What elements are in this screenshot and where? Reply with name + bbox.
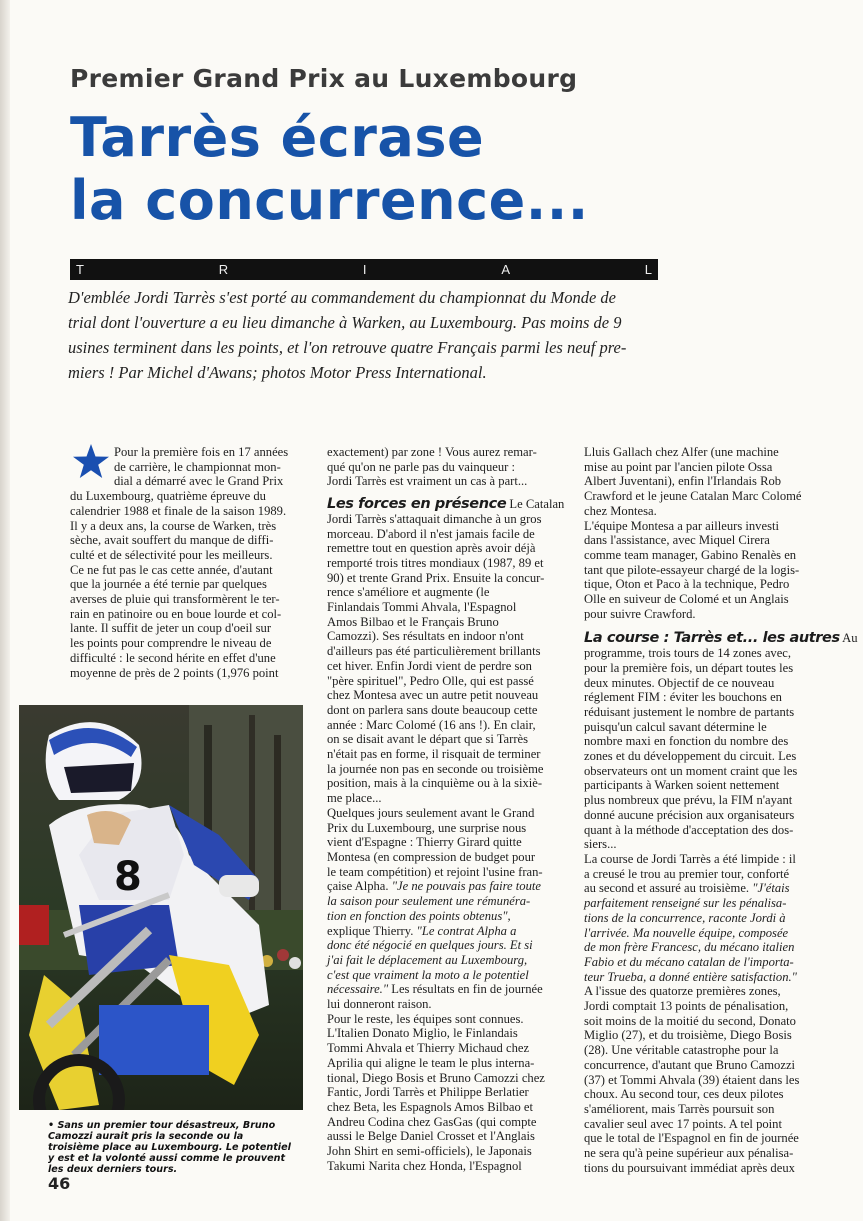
quote-fragment: de mon frère Francesc, du mécano italien — [584, 940, 795, 955]
text-line: L'Italien Donato Miglio, le Finlandais — [327, 1026, 518, 1041]
text-line: qué qu'on ne parle pas du vainqueur : — [327, 459, 515, 474]
quote-fragment: Fabio et du mécano catalan de l'importa- — [584, 954, 794, 969]
headline-line-1: Tarrès écrase — [70, 106, 485, 169]
quote-fragment: "Le contrat Alpha a — [416, 923, 517, 938]
text-fragment: Les résultats en fin de journée — [388, 982, 543, 997]
text-line: programme, trois tours de 14 zones avec, — [584, 646, 792, 661]
text-line: dans l'assistance, avec Miquel Cirera — [584, 533, 770, 548]
quote-fragment: teur Trueba, a donné entière satisfaction." — [584, 969, 797, 984]
text-line: pour la première fois, un départ toutes les — [584, 660, 794, 675]
text-line: n'était pas en forme, il risquait de terminer — [327, 747, 541, 762]
text-line: ne sera qu'à peine supérieur aux pénalisa- — [584, 1146, 794, 1161]
text-line: morceau. D'abord il n'est jamais facile de — [327, 526, 535, 541]
rubric-letter: I — [362, 262, 367, 277]
text-line: les points pour comprendre le niveau de — [70, 636, 272, 651]
text-line: puisqu'un calcul savant détermine le — [584, 719, 767, 734]
quote-line — [327, 894, 572, 909]
text-line: Ce ne fut pas le cas cette année, d'autant — [70, 562, 273, 577]
caption-line: • Sans un premier tour désastreux, Bruno — [48, 1120, 276, 1131]
photo-caption — [48, 1120, 308, 1175]
text-line: nombre maxi en fonction du nombre des — [584, 734, 789, 749]
text-line: Lluis Gallach chez Alfer (une machine — [584, 445, 779, 459]
subhead-la-course: La course : Tarrès et... les autres — [584, 630, 840, 647]
text-line: Olle en suiveur de Colomé et un Anglais — [584, 592, 789, 607]
text-line: siers... — [584, 837, 617, 852]
quote-line — [584, 970, 826, 985]
text-line: Prix du Luxembourg, une surprise nous — [327, 820, 527, 835]
quote-fragment: tions de la concurrence, raconte Jordi à — [584, 910, 786, 925]
text-line: cet hiver. Enfin Jordi vient de perdre son — [327, 658, 532, 673]
quote-fragment: tion en fonction des points obtenus", — [327, 908, 511, 923]
text-line: La course de Jordi Tarrès a été limpide : il — [584, 851, 796, 866]
text-line: position, mais à la cinquième ou à la sixiè- — [327, 776, 543, 791]
text-line: du Luxembourg, quatrième épreuve du — [70, 489, 266, 504]
text-line: Camozzi). Ses résultats en indoor n'ont — [327, 629, 524, 644]
lead-line: D'emblée Jordi Tarrès s'est porté au commandement du championnat du Monde de — [68, 288, 616, 307]
caption-line: Camozzi aurait pris la seconde ou la — [48, 1131, 244, 1142]
text-line: a creusé le trou au premier tour, conforté — [584, 866, 790, 881]
rubric-letter: R — [218, 262, 229, 277]
text-line: tions du poursuivant immédiat après deux — [584, 1160, 795, 1175]
quote-line — [584, 911, 826, 926]
text-line: remporté trois titres mondiaux (1987, 89 et — [327, 555, 544, 570]
quote-line — [584, 896, 826, 911]
quote-fragment: "Je ne pouvais pas faire toute — [391, 879, 541, 894]
text-line: tant que pilote-essayeur chargé de la logis- — [584, 562, 800, 577]
text-line: Quelques jours seulement avant le Grand — [327, 805, 535, 820]
text-line: chez Beta, les Espagnols Amos Bilbao et — [327, 1099, 534, 1114]
text-line: lante. Il suffit de jeter un coup d'oeil sur — [70, 621, 272, 636]
text-line: de carrière, le championnat mon- — [114, 459, 281, 474]
text-line — [327, 924, 572, 939]
text-line: on se disait avant le départ que si Tarrès — [327, 732, 529, 747]
text-fragment: au second et assuré au troisième. — [584, 881, 753, 896]
text-line: John Shirt en semi-officiels), le Japonais — [327, 1144, 532, 1159]
text-line: calendrier 1988 et finale de la saison 1989. — [70, 503, 287, 518]
text-line: pour suivre Crawford. — [584, 606, 696, 621]
text-line: plus nombreux que prévu, la FIM n'ayant — [584, 793, 793, 808]
article-column-2 — [327, 445, 572, 1173]
text-line: L'équipe Montesa a par ailleurs investi — [584, 518, 779, 533]
headline — [70, 106, 770, 232]
text-line: d'ailleurs pas été particulièrement brillants — [327, 644, 541, 659]
quote-fragment: la saison pour seulement une rémunéra- — [327, 894, 531, 909]
text-line: concurrence, d'autant que Bruno Camozzi — [584, 1057, 796, 1072]
rider-photo — [19, 705, 303, 1110]
text-line: cavalier seul avec 17 points. A tel point — [584, 1116, 782, 1131]
quote-line — [584, 940, 826, 955]
text-line: Crawford et le jeune Catalan Marc Colomé — [584, 489, 802, 504]
caption-line: les deux derniers tours. — [48, 1164, 178, 1175]
text-line: choux. Au second tour, ces deux pilotes — [584, 1087, 784, 1102]
text-line: mise au point par l'ancien pilote Ossa — [584, 459, 773, 474]
text-line: moyenne de près de 2 points (1,976 point — [70, 665, 279, 680]
quote-fragment: parfaitement renseigné sur les pénalisa- — [584, 896, 787, 911]
page-number: 46 — [48, 1174, 71, 1193]
text-line: Albert Juventani), enfin l'Irlandais Rob — [584, 474, 782, 489]
text-line: quant à la méthode d'acceptation des dos- — [584, 822, 794, 837]
subhead-forces: Les forces en présence — [327, 496, 507, 513]
rubric-letter: T — [76, 262, 84, 277]
article-column-3 — [584, 445, 858, 1175]
text-line: tional, Diego Bosis et Bruno Camozzi chez — [327, 1070, 545, 1085]
quote-fragment: j'ai fait le déplacement au Luxembourg, — [327, 952, 528, 967]
page-spine-shadow — [0, 0, 10, 1221]
supertitle: Premier Grand Prix au Luxembourg — [70, 64, 578, 93]
text-line: vient d'Espagne : Thierry Girard quitte — [327, 835, 522, 850]
text-line: tique, Oton et Paco à la technique, Pedro — [584, 577, 790, 592]
subhead-line — [327, 497, 572, 512]
text-line: deux minutes. Objectif de ce nouveau — [584, 675, 775, 690]
text-line: lui donneront raison. — [327, 997, 432, 1012]
text-line: aussi le Belge Daniel Crosset et l'Anglais — [327, 1129, 535, 1144]
text-line: la journée non pas en seconde ou troisième — [327, 761, 544, 776]
text-line: "père spirituel", Pedro Olle, qui est passé — [327, 673, 534, 688]
lead-line: trial dont l'ouverture a eu lieu dimanche à Warken, au Luxembourg. Pas moins de 9 — [68, 313, 622, 332]
text-line: Miglio (27), et du troisième, Diego Bosis — [584, 1028, 792, 1043]
rubric-bar-trial — [70, 259, 658, 280]
text-line: averses de pluie qui transformèrent le ter- — [70, 592, 280, 607]
quote-fragment: donc été négocié en quelques jours. Et si — [327, 938, 533, 953]
quote-fragment: nécessaire." — [327, 982, 389, 997]
bib-number: 8 — [114, 854, 142, 900]
text-line — [327, 982, 572, 997]
quote-line — [327, 953, 572, 968]
text-line: comme team manager, Gabino Renalès en — [584, 547, 797, 562]
text-line: me place... — [327, 791, 382, 806]
text-fragment: Le Catalan — [506, 497, 565, 512]
text-line: (37) et Tommi Ahvala (39) étaient dans les — [584, 1072, 800, 1087]
text-line: Jordi Tarrès est vraiment un cas à part... — [327, 474, 528, 489]
text-line: chez Montesa. — [584, 503, 657, 518]
quote-line — [584, 926, 826, 941]
text-line: (28). Une véritable catastrophe pour la — [584, 1043, 779, 1058]
text-line: s'améliorent, mais Tarrès poursuit son — [584, 1101, 775, 1116]
quote-fragment: l'arrivée. Ma nouvelle équipe, composée — [584, 925, 789, 940]
text-line: observateurs ont un moment craint que les — [584, 763, 798, 778]
text-line: participants à Warken soient nettement — [584, 778, 780, 793]
rubric-letter: L — [644, 262, 652, 277]
text-line: rence s'améliore et augmente (le — [327, 585, 490, 600]
text-line: culté et de sélectivité pour les meilleurs. — [70, 547, 273, 562]
quote-line — [584, 955, 826, 970]
quote-fragment: "J'étais — [752, 881, 790, 896]
text-line: Pour la première fois en 17 années — [114, 445, 289, 459]
text-line: remettre tout en question après avoir déjà — [327, 541, 536, 556]
rubric-letter: A — [501, 262, 510, 277]
quote-fragment: c'est que vraiment la moto a le potentiel — [327, 967, 529, 982]
quote-line — [327, 909, 572, 924]
text-line: Takumi Narita chez Honda, l'Espagnol — [327, 1158, 522, 1173]
text-line: difficulté : le second hérite en effet d'une — [70, 650, 276, 665]
text-line: Jordi Tarrès s'attaquait dimanche à un gros — [327, 511, 542, 526]
text-line: sèche, avait souffert du manque de diffi- — [70, 533, 274, 548]
text-line: Il y a deux ans, la course de Warken, très — [70, 518, 277, 533]
text-line — [584, 881, 826, 896]
caption-line: y est et la volonté aussi comme le prouvent — [48, 1153, 286, 1164]
text-line: donné aucune précision aux organisateurs — [584, 807, 795, 822]
text-line: que la journée a été ternie par quelques — [70, 577, 267, 592]
headline-line-2: la concurrence... — [70, 169, 589, 232]
text-line: Amos Bilbao et le Français Bruno — [327, 614, 499, 629]
lead-paragraph — [68, 285, 668, 385]
article-column-1 — [70, 445, 306, 680]
text-line: Pour le reste, les équipes sont connues. — [327, 1011, 524, 1026]
trial-rider-illustration — [19, 705, 303, 1110]
lead-line: usines terminent dans les points, et l'on retrouve quatre Français parmi les neuf pre- — [68, 338, 627, 357]
text-line: A l'issue des quatorze premières zones, — [584, 984, 781, 999]
text-line: Montesa (en compression de budget pour — [327, 849, 536, 864]
text-fragment: Au — [839, 631, 858, 646]
text-line — [327, 879, 572, 894]
text-line: exactement) par zone ! Vous aurez remar- — [327, 445, 537, 459]
text-line: dont on parlera sans doute beaucoup cette — [327, 702, 538, 717]
text-line: Tommi Ahvala et Thierry Michaud chez — [327, 1041, 530, 1056]
text-line: le team compétition) et rejoint l'usine fran- — [327, 864, 543, 879]
lead-line: miers ! Par Michel d'Awans; photos Motor Press International. — [68, 363, 487, 382]
text-line: Fantic, Jordi Tarrès et Philippe Berlatier — [327, 1085, 529, 1100]
text-line: soit moins de la moitié du second, Donato — [584, 1013, 796, 1028]
caption-line: troisième place au Luxembourg. Le potentiel — [48, 1142, 291, 1153]
text-line: rain en patinoire ou en boue lourde et col- — [70, 606, 282, 621]
text-line: zones et du développement du circuit. Les — [584, 749, 797, 764]
text-line: chez Montesa avec un autre petit nouveau — [327, 688, 539, 703]
text-line: réglement FIM : éviter les bouchons en — [584, 690, 782, 705]
subhead-line — [584, 630, 858, 647]
text-line: 90) et trente Grand Prix. Ensuite la concur- — [327, 570, 545, 585]
text-line: Aprilia qui aligne le team le plus interna- — [327, 1055, 535, 1070]
text-line: année : Marc Colomé (16 ans !). En clair, — [327, 717, 536, 732]
text-line: dial a démarré avec le Grand Prix — [114, 474, 284, 489]
text-line: réduisant justement le nombre de partants — [584, 704, 795, 719]
text-line: Finlandais Tommi Ahvala, l'Espagnol — [327, 600, 517, 615]
text-line: que le total de l'Espagnol en fin de journée — [584, 1131, 799, 1146]
text-line: Andreu Codina chez GasGas (qui compte — [327, 1114, 537, 1129]
quote-line — [327, 968, 572, 983]
text-fragment: explique Thierry. — [327, 923, 417, 938]
text-fragment: çaise Alpha. — [327, 879, 392, 894]
text-line: Jordi comptait 13 points de pénalisation, — [584, 999, 789, 1014]
quote-line — [327, 938, 572, 953]
